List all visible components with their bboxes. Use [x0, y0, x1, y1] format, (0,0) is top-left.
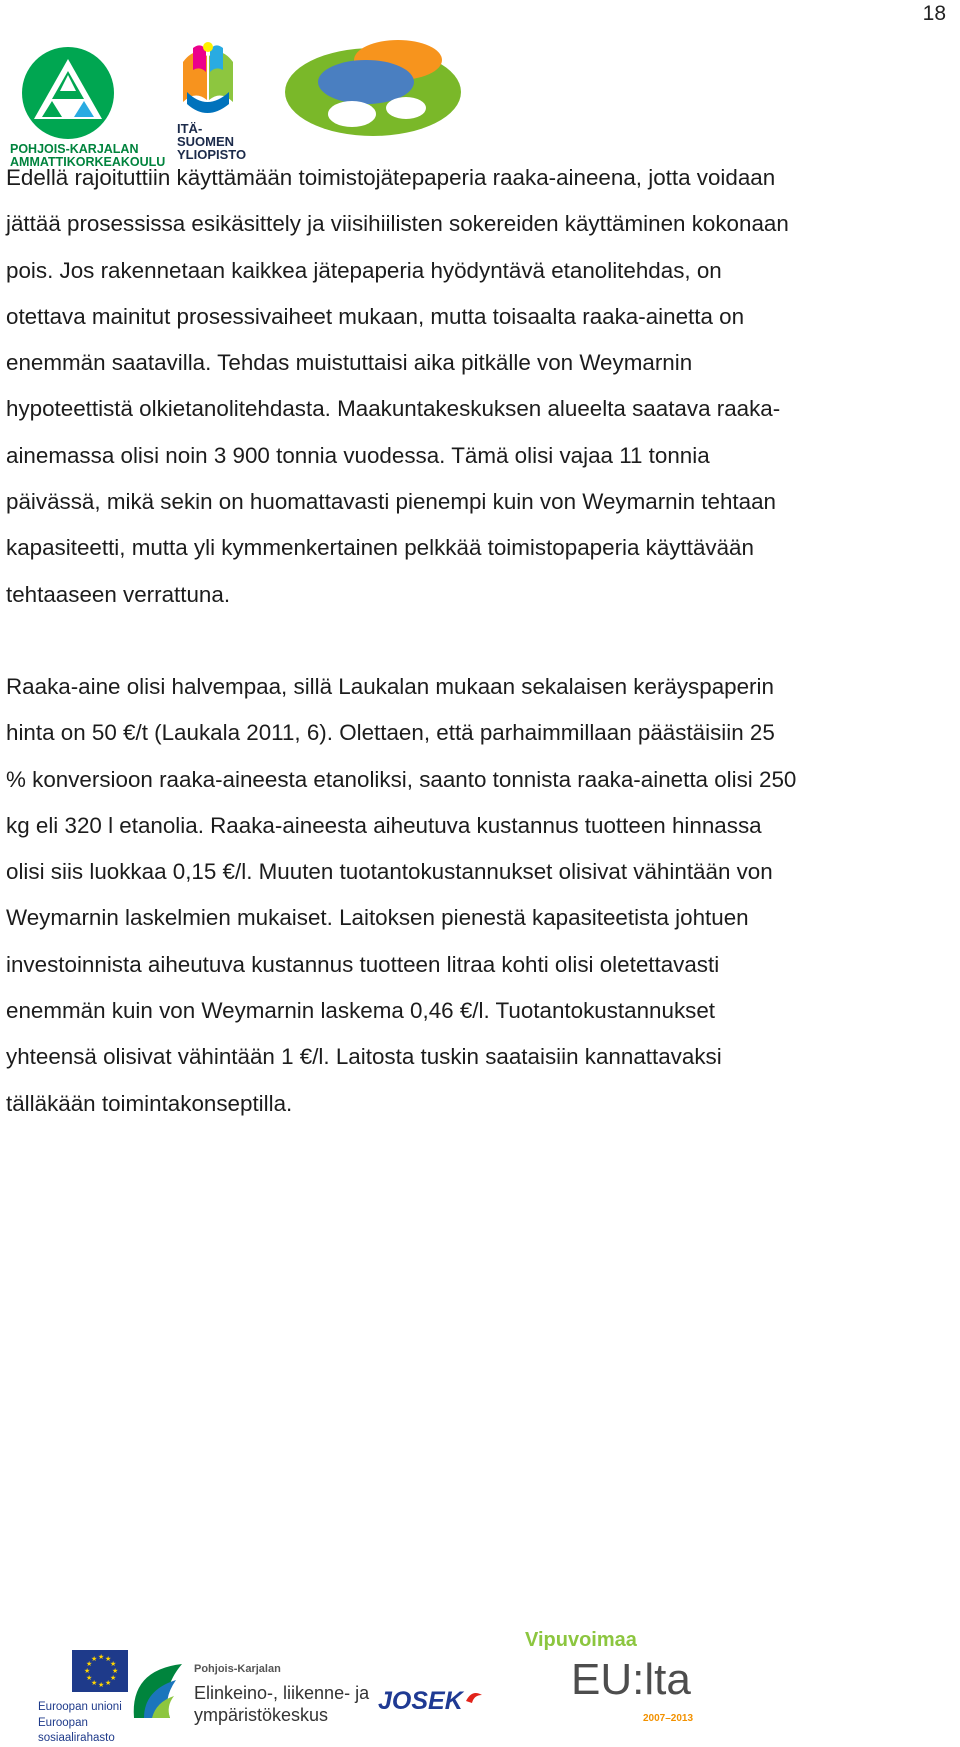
ely-centre-logo	[130, 1660, 370, 1735]
paragraph-1-line: päivässä, mikä sekin on huomattavasti pienempi kuin von Weymarnin tehtaan	[6, 489, 776, 515]
vipu-line-2: EU:lta	[571, 1655, 691, 1704]
svg-text:★: ★	[91, 1655, 98, 1663]
page-number: 18	[922, 2, 946, 25]
svg-text:★: ★	[105, 1655, 112, 1663]
header-logos	[8, 30, 488, 169]
svg-text:★: ★	[112, 1667, 119, 1675]
project-leaf-logo	[278, 30, 478, 145]
pkamk-emblem-icon	[8, 45, 128, 145]
footer-logos	[0, 1629, 960, 1745]
svg-text:★: ★	[86, 1674, 93, 1682]
paragraph-2-line: % konversioon raaka-aineesta etanoliksi, saanto tonnista raaka-ainetta olisi 250	[6, 766, 797, 792]
paragraph-2-line: tälläkään toimintakonseptilla.	[6, 1090, 293, 1116]
paragraph-2-line: investoinnista aiheutuva kustannus tuotteen litraa kohti olisi oletettavasti	[6, 951, 720, 977]
eu-logo-text: Euroopan unioni Euroopan sosiaalirahasto	[38, 1701, 122, 1745]
document-body	[6, 155, 956, 1127]
josek-swirl-icon	[464, 1689, 484, 1709]
paragraph-2-line: Weymarnin laskelmien mukaiset. Laitoksen pienestä kapasiteetista johtuen	[6, 905, 749, 931]
leaf-cluster-emblem-icon	[278, 30, 468, 142]
svg-text:★: ★	[98, 1681, 105, 1689]
ely-region-text: Pohjois-Karjalan	[194, 1663, 281, 1675]
josek-logo	[378, 1685, 488, 1721]
svg-text:★: ★	[105, 1679, 112, 1687]
isy-logo-text: ITÄ-SUOMEN YLIOPISTO	[177, 121, 247, 162]
paragraph-1-line: pois. Jos rakennetaan kaikkea jätepaperia hyödyntävä etanolitehdas, on	[6, 257, 722, 283]
paragraph-1-line: hypoteettistä olkietanolitehdasta. Maakuntakeskuksen alueelta saatava raaka-	[6, 396, 781, 422]
vipuvoimaa-eu-logo	[525, 1630, 695, 1735]
paragraph-spacer	[6, 618, 956, 664]
svg-text:★: ★	[98, 1653, 105, 1661]
paragraph-1-line: Edellä rajoituttiin käyttämään toimistojätepaperia raaka-aineena, jotta voidaan	[6, 165, 776, 190]
eu-flag-icon	[72, 1650, 128, 1692]
svg-text:★: ★	[91, 1679, 98, 1687]
paragraph-1-line: kapasiteetti, mutta yli kymmenkertainen pelkkää toimistopaperia käyttävään	[6, 535, 754, 561]
svg-text:★: ★	[110, 1674, 117, 1682]
paragraph-2-line: yhteensä olisivat vähintään 1 €/l. Laitosta tuskin saataisiin kannattavaksi	[6, 1044, 722, 1070]
pkamk-logo-text: POHJOIS-KARJALAN AMMATTIKORKEAKOULU	[10, 142, 166, 169]
paragraph-2-line: kg eli 320 l etanolia. Raaka-aineesta aiheutuva kustannus tuotteen hinnassa	[6, 812, 762, 838]
paragraph-1-line: enemmän saatavilla. Tehdas muistuttaisi aika pitkälle von Weymarnin	[6, 350, 693, 376]
paragraph-1-line: tehtaaseen verrattuna.	[6, 581, 231, 607]
josek-logo-text: JOSEK	[378, 1687, 463, 1715]
ely-name-line-1: Elinkeino-, liikenne- ja	[194, 1683, 370, 1703]
paragraph-1-line: otettava mainitut prosessivaiheet mukaan, mutta toisaalta raaka-ainetta on	[6, 303, 745, 329]
paragraph-1-line: ainemassa olisi noin 3 900 tonnia vuodessa. Tämä olisi vajaa 11 tonnia	[6, 442, 710, 468]
isy-book-emblem-icon	[173, 42, 243, 118]
ita-suomen-yliopisto-logo	[173, 42, 268, 167]
paragraph-2-line: Raaka-aine olisi halvempaa, sillä Laukalan mukaan sekalaisen keräyspaperin	[6, 673, 774, 699]
paragraph-1-line: jättää prosessissa esikäsittely ja viisihiilisten sokereiden käyttäminen kokonaan	[6, 211, 789, 237]
svg-text:★: ★	[110, 1660, 117, 1668]
paragraph-2-line: hinta on 50 €/t (Laukala 2011, 6). Olettaen, että parhaimmillaan päästäisiin 25	[6, 720, 775, 746]
ely-name-line-2: ympäristökeskus	[194, 1705, 329, 1725]
paragraph-2-line: enemmän kuin von Weymarnin laskema 0,46 €/l. Tuotantokustannukset	[6, 998, 716, 1024]
ely-emblem-icon	[130, 1660, 186, 1722]
vipu-line-1: Vipuvoimaa	[525, 1629, 637, 1651]
svg-text:★: ★	[86, 1660, 93, 1668]
svg-text:★: ★	[84, 1667, 91, 1675]
paragraph-2-line: olisi siis luokkaa 0,15 €/l. Muuten tuotantokustannukset olisivat vähintään von	[6, 859, 773, 885]
vipu-years: 2007–2013	[643, 1713, 694, 1724]
